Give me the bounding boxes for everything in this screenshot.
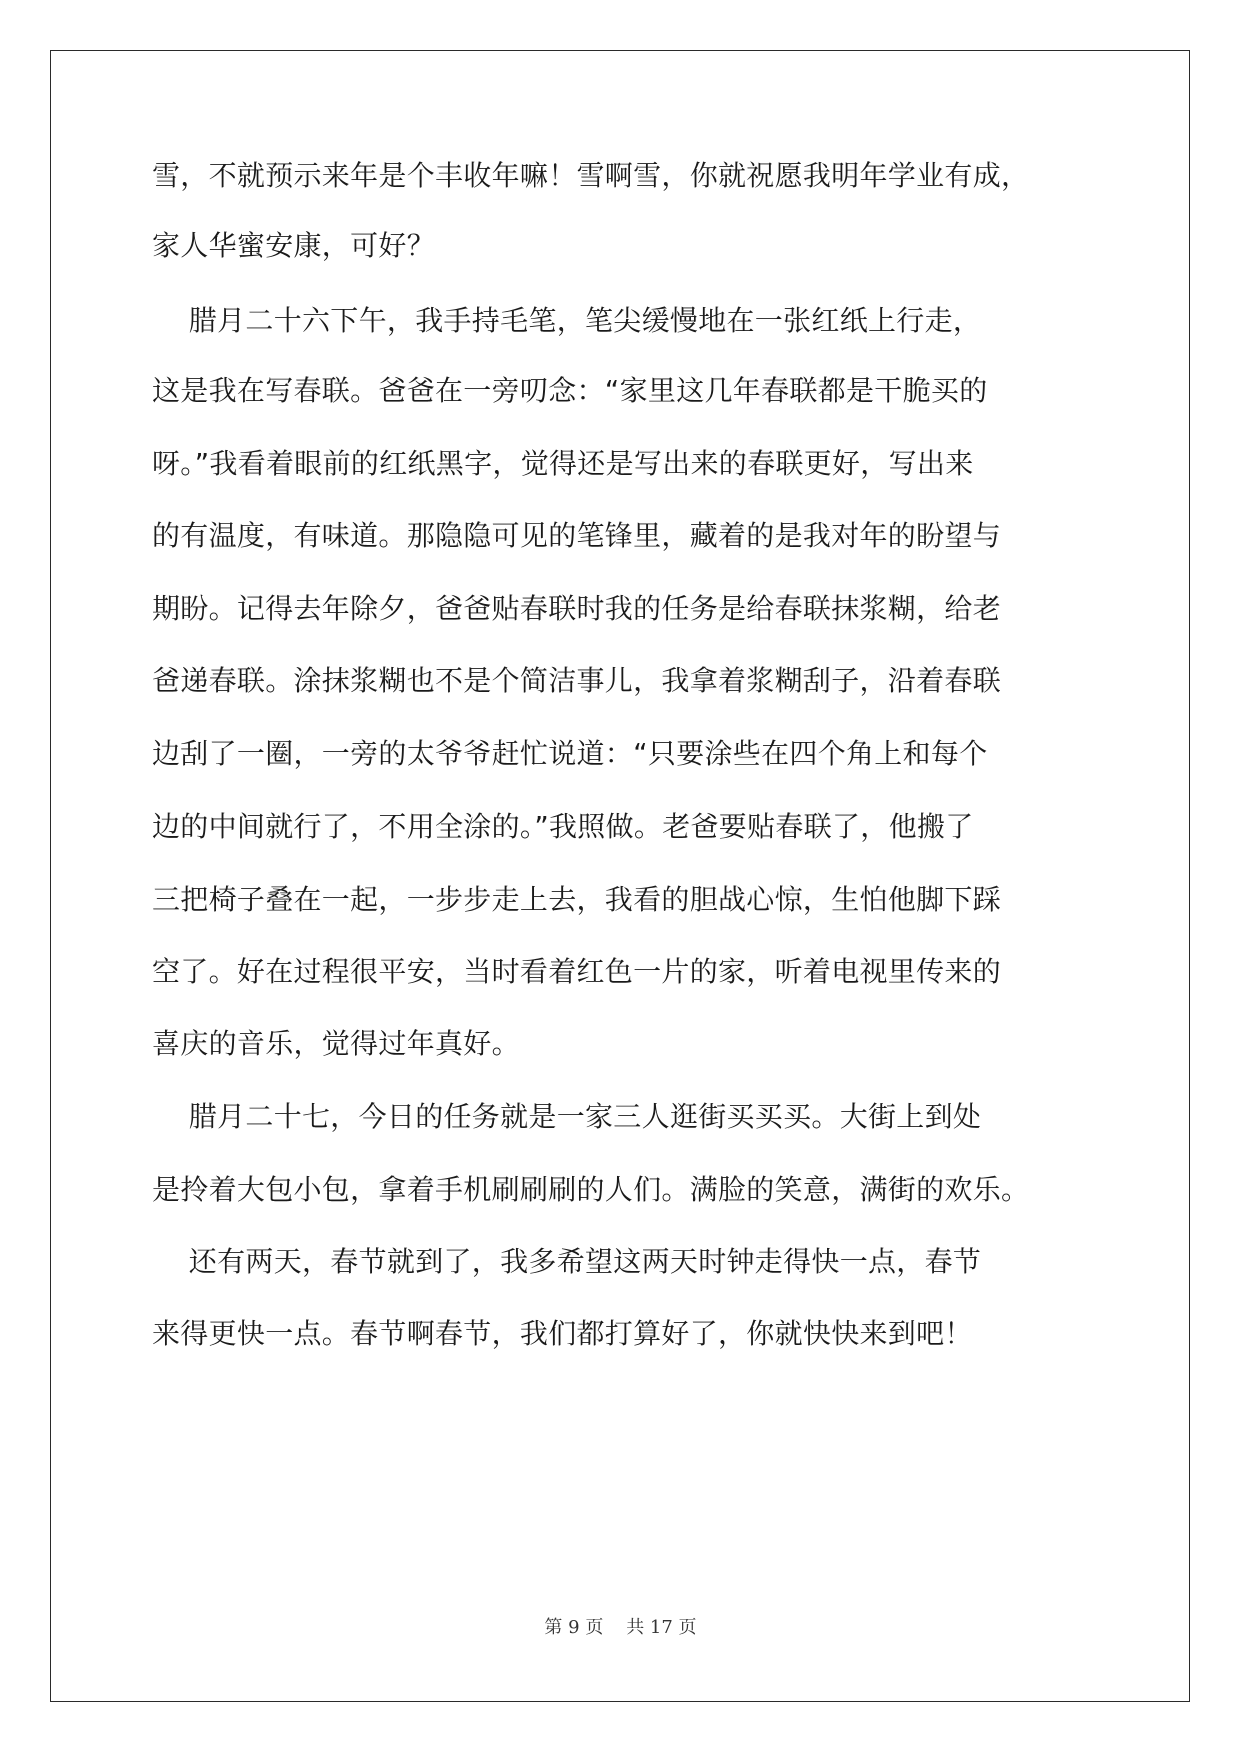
text-line: 的有温度，有味道。那隐隐可见的笔锋里，藏着的是我对年的盼望与 [152, 519, 1002, 552]
text-line: 是拎着大包小包，拿着手机刷刷刷的人们。满脸的笑意，满街的欢乐。 [152, 1173, 1030, 1206]
page-number: 第 9 页 共 17 页 [544, 1617, 697, 1638]
text-line: 爸递春联。涂抹浆糊也不是个简洁事儿，我拿着浆糊刮子，沿着春联 [152, 664, 1002, 697]
text-line: 喜庆的音乐，觉得过年真好。 [152, 1027, 520, 1060]
text-line: 腊月二十六下午，我手持毛笔，笔尖缓慢地在一张红纸上行走， [152, 304, 982, 337]
text-line: 呀。”我看着眼前的红纸黑字，觉得还是写出来的春联更好，写出来 [152, 447, 974, 480]
text-line: 边的中间就行了，不用全涂的。”我照做。老爸要贴春联了，他搬了 [152, 810, 974, 843]
text-line: 腊月二十七，今日的任务就是一家三人逛街买买买。大街上到处 [152, 1100, 982, 1133]
text-line: 期盼。记得去年除夕，爸爸贴春联时我的任务是给春联抹浆糊，给老 [152, 592, 1002, 625]
text-line: 空了。好在过程很平安，当时看着红色一片的家，听着电视里传来的 [152, 955, 1002, 988]
text-line: 边刮了一圈，一旁的太爷爷赶忙说道：“只要涂些在四个角上和每个 [152, 737, 988, 770]
text-line: 家人华蜜安康，可好？ [152, 229, 436, 262]
text-line: 雪，不就预示来年是个丰收年嘛！雪啊雪，你就祝愿我明年学业有成， [152, 159, 1030, 192]
page-border [50, 50, 1190, 1702]
text-line: 三把椅子叠在一起，一步步走上去，我看的胆战心惊，生怕他脚下踩 [152, 883, 1002, 916]
text-line: 来得更快一点。春节啊春节，我们都打算好了，你就快快来到吧！ [152, 1317, 973, 1350]
text-line: 这是我在写春联。爸爸在一旁叨念：“家里这几年春联都是干脆买的 [152, 374, 988, 407]
text-line: 还有两天，春节就到了，我多希望这两天时钟走得快一点，春节 [152, 1245, 982, 1278]
